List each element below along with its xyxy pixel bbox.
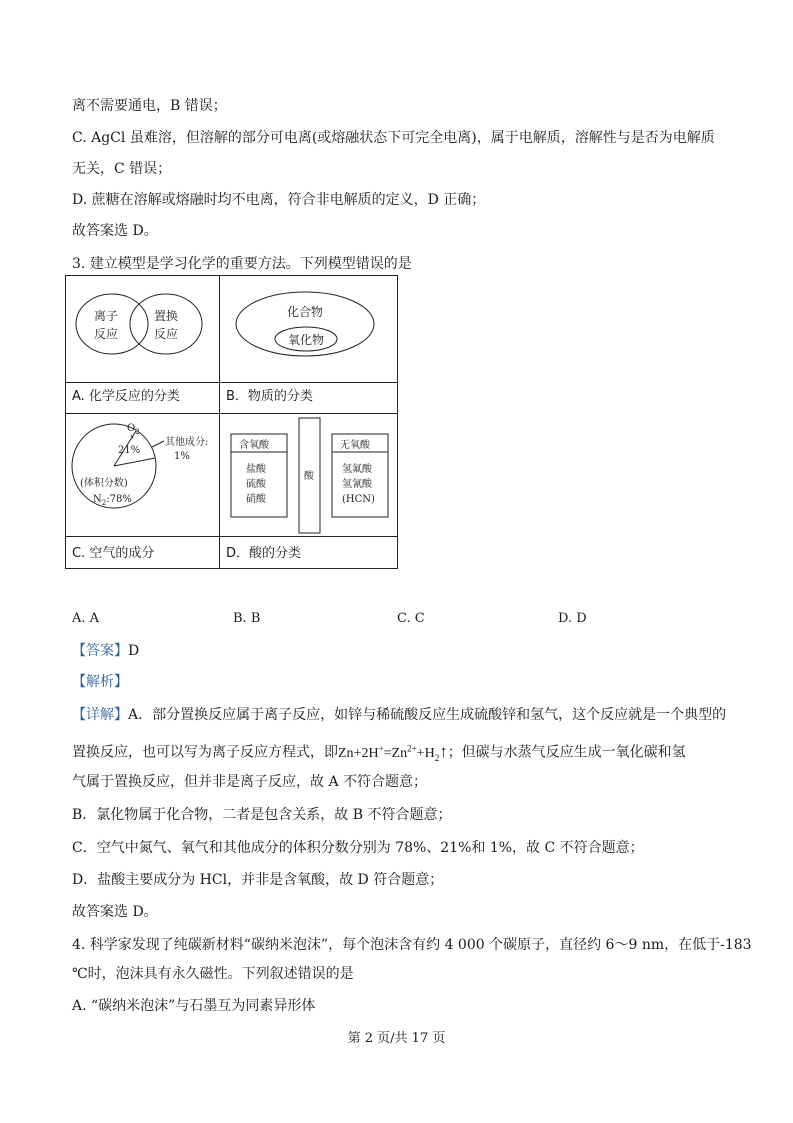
text-line: 无关，C 错误；: [72, 161, 172, 177]
model-figure-table: [65, 275, 398, 569]
caption-d: D．酸的分类: [226, 546, 302, 561]
n2-label: $N_2:78\%$: [93, 494, 132, 507]
option-c: C. C: [397, 611, 425, 626]
detail-text: ；但碳与水蒸气反应生成一氧化碳和氢: [447, 744, 686, 761]
left-item: 硝酸: [246, 494, 266, 505]
question-4-cont: ℃时，泡沫具有永久磁性。下列叙述错误的是: [72, 966, 354, 982]
page-footer: 第 2 页/共 17 页: [347, 1031, 446, 1046]
text-line: D. 蔗糖在溶解或熔融时均不电离，符合非电解质的定义，D 正确；: [72, 192, 486, 208]
option-d: D. D: [558, 611, 587, 626]
other-pct: 1%: [174, 451, 190, 462]
caption-b: B．物质的分类: [226, 389, 313, 404]
pct-label: 21%: [118, 445, 141, 456]
other-label: 其他成分:: [165, 437, 209, 448]
detail-line: 气属于置换反应，但并非是离子反应，故 A 不符合题意；: [72, 774, 428, 790]
detail-bracket: 【详解】: [72, 707, 128, 723]
left-head: 含氧酸: [239, 440, 269, 451]
caption-a: A. 化学反应的分类: [72, 389, 180, 404]
answer-line: [72, 641, 139, 661]
left-item: 盐酸: [246, 464, 266, 475]
inner-label: 氧化物: [288, 333, 325, 347]
question-4: 4. 科学家发现了纯碳新材料“碳纳米泡沫”，每个泡沫含有约 4 000 个碳原子，直径约 6～9 nm，在低于-183: [72, 937, 752, 953]
caption-c: C. 空气的成分: [72, 546, 155, 561]
detail-line: D．盐酸主要成分为 HCl，并非是含氧酸，故 D 符合题意；: [72, 872, 444, 888]
right-item: 氢氟酸: [342, 464, 372, 475]
pie-diagram-c: [66, 414, 219, 536]
right-item: (HCN): [342, 494, 375, 505]
text-line: C. AgCl 虽难溶，但溶解的部分可电离(或熔融状态下可完全电离)，属于电解质，溶解性与是否为电解质: [72, 130, 715, 146]
right-head: 无氧酸: [340, 440, 370, 451]
circle-label: 反应: [154, 327, 179, 341]
option-a: A. A: [72, 611, 100, 626]
table-divider: [66, 382, 397, 383]
detail-line: B．氯化物属于化合物，二者是包含关系，故 B 不符合题意；: [72, 807, 452, 823]
circle-label: 置换: [154, 309, 179, 323]
volume-label: (体积分数): [80, 478, 128, 489]
table-divider: [66, 536, 397, 537]
analysis-bracket: 【解析】: [72, 674, 128, 690]
right-item: 氢氰酸: [342, 479, 372, 490]
outer-label: 化合物: [287, 305, 324, 319]
nested-diagram-b: [220, 276, 398, 382]
left-item: 硫酸: [246, 479, 266, 490]
middle-label: 酸: [304, 471, 314, 482]
detail-line: 故答案选 D。: [72, 904, 158, 920]
text-line: 故答案选 D。: [72, 223, 158, 239]
o2-label: $O_2$: [127, 423, 140, 436]
circle-label: 反应: [94, 327, 119, 341]
detail-text: A．部分置换反应属于离子反应，如锌与稀硫酸反应生成硫酸锌和氢气，这个反应就是一个典型的: [128, 707, 727, 723]
detail-line: [72, 705, 726, 725]
detail-text: 置换反应，也可以写为离子反应方程式，即: [72, 744, 338, 761]
circle-label: 离子: [94, 309, 119, 323]
answer-bracket: 【答案】: [72, 643, 128, 659]
question-4-option-a: A. “碳纳米泡沫”与石墨互为同素异形体: [72, 998, 316, 1014]
question-3: 3. 建立模型是学习化学的重要方法。下列模型错误的是: [72, 256, 412, 272]
detail-line: [72, 738, 686, 767]
detail-line: C．空气中氮气、氧气和其他成分的体积分数分别为 78%、21%和 1%，故 C 不符合题意；: [72, 840, 644, 856]
classification-diagram-d: [220, 414, 398, 536]
text-line: 离不需要通电，B 错误；: [72, 98, 227, 114]
ionic-equation: $Zn+2H^+=Zn^{2+}+H_2↑$: [338, 741, 448, 763]
answer-value: D: [128, 643, 140, 659]
analysis-line: [72, 672, 128, 692]
venn-diagram-a: [66, 276, 219, 382]
option-b: B. B: [233, 611, 261, 626]
